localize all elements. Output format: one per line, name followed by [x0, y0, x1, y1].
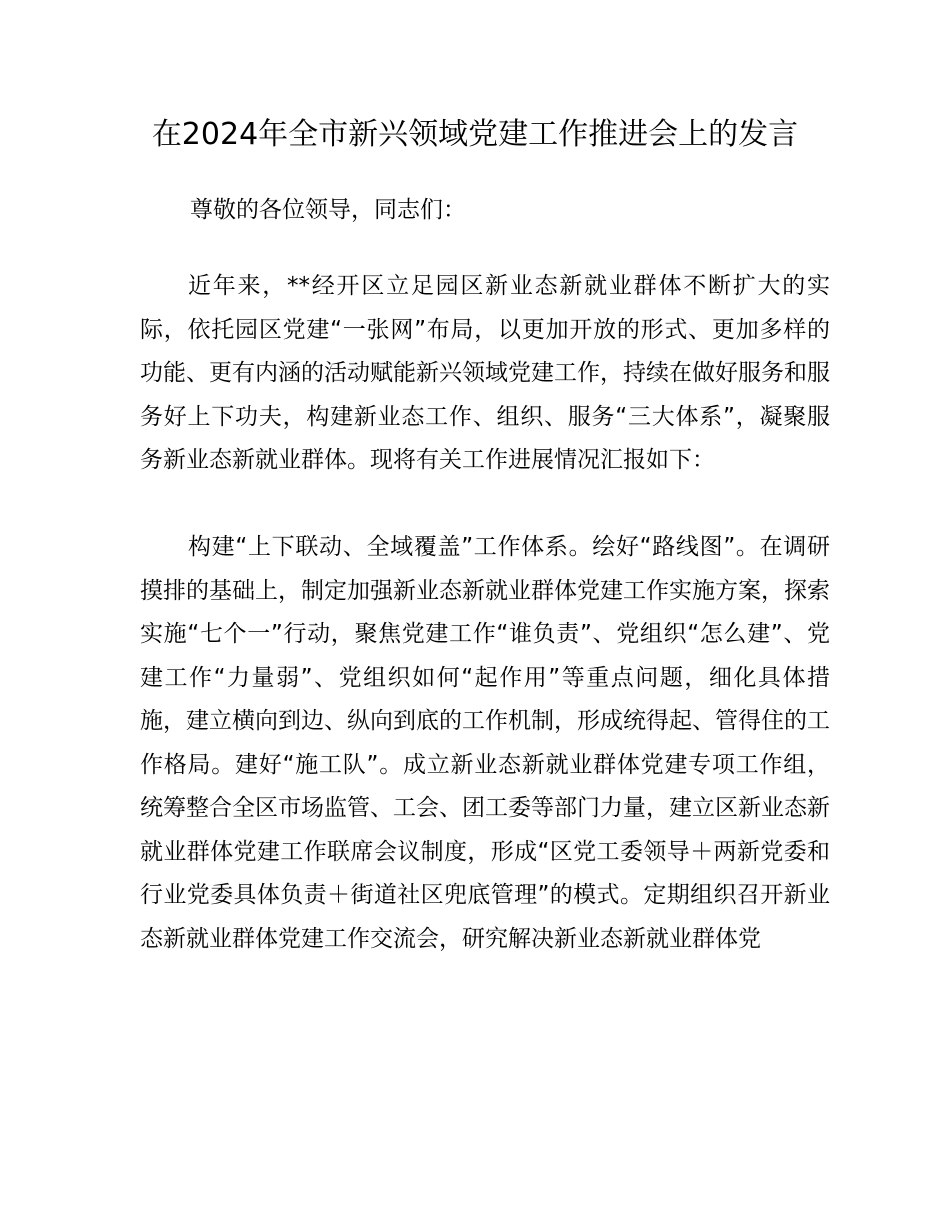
paragraph-work-system: 构建“上下联动、全域覆盖”工作体系。绘好“路线图”。在调研摸排的基础上，制定加强新业态新就业群体党建工作实施方案，探索实施“七个一”行动，聚焦党建工作“谁负责”、党组织“怎么建”、党建工作“力量弱”、党组织如何“起作用”等重点问题，细化具体措施，建立横向到边、纵向到底的工作机制，形成统得起、管得住的工作格局。建好“施工队”。成立新业态新就业群体党建专项工作组，统筹整合全区市场监管、工会、团工委等部门力量，建立区新业态新就业群体党建工作联席会议制度，形成“区党工委领导＋两新党委和行业党委具体负责＋街道社区兜底管理”的模式。定期组织召开新业态新就业群体党建工作交流会，研究解决新业态新就业群体党 — [140, 534, 830, 952]
paragraph-intro: 近年来，**经开区立足园区新业态新就业群体不断扩大的实际，依托园区党建“一张网”布局，以更加开放的形式、更加多样的功能、更有内涵的活动赋能新兴领域党建工作，持续在做好服务和服务好上下功夫，构建新业态工作、组织、服务“三大体系”，凝聚服务新业态新就业群体。现将有关工作进展情况汇报如下： — [140, 273, 830, 473]
greeting: 尊敬的各位领导，同志们： — [190, 197, 466, 223]
document-title: 在2024年全市新兴领域党建工作推进会上的发言 — [151, 117, 799, 152]
